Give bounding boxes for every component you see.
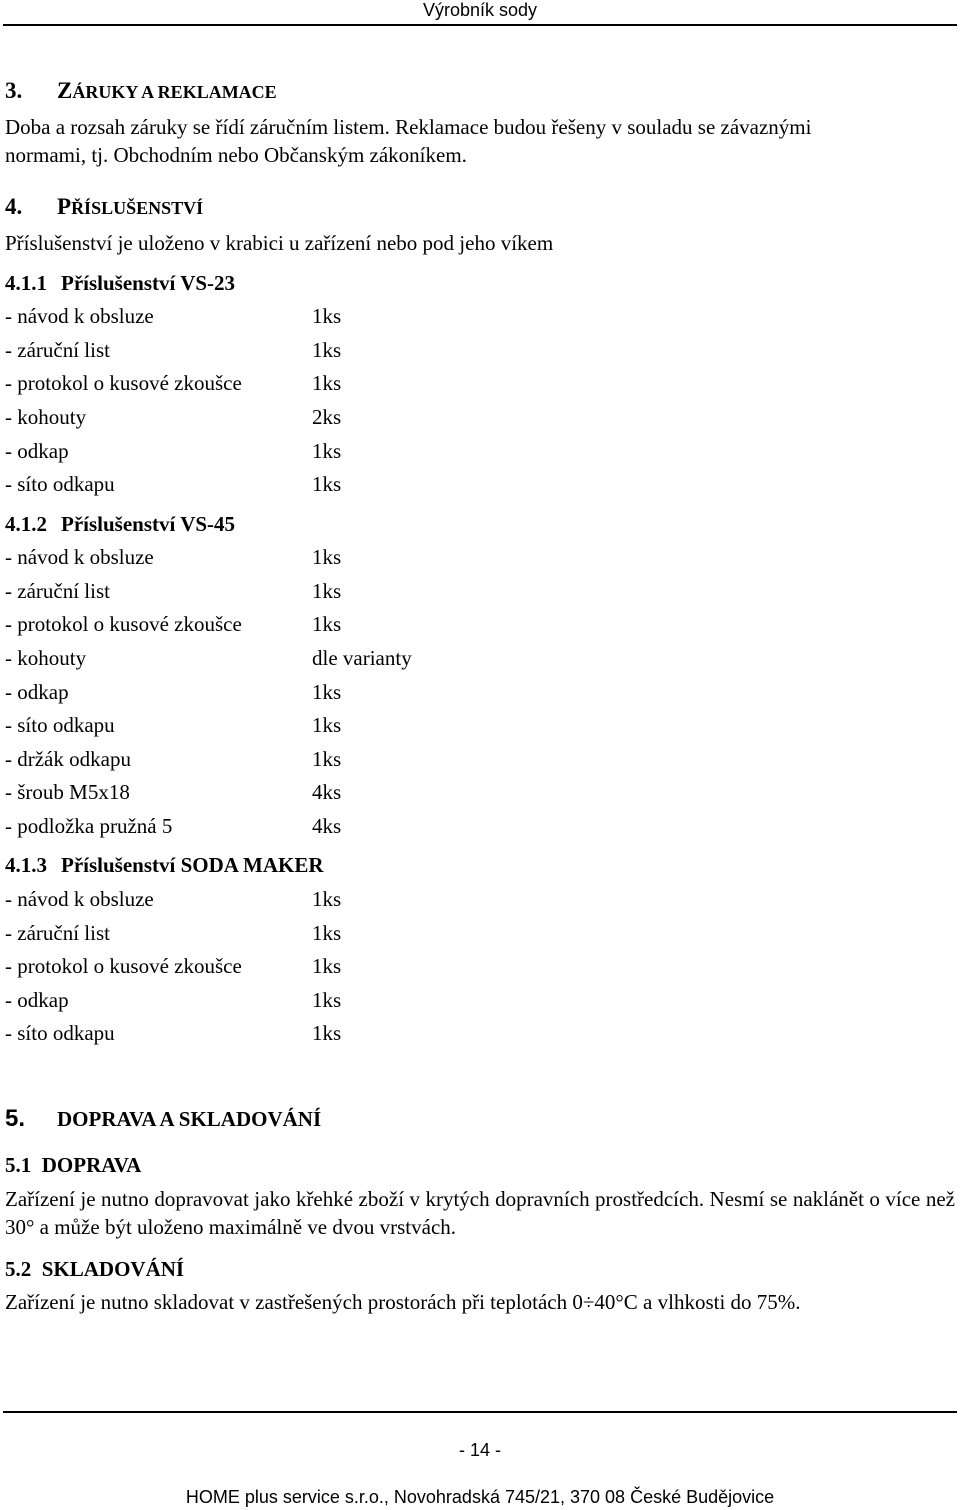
subsection-number: 4.1.3	[5, 853, 47, 877]
list-item: - podložka pružná 5 4ks	[5, 814, 342, 838]
page-header: Výrobník sody	[422, 0, 538, 20]
list-item: - kohouty 2ks	[5, 405, 342, 429]
section-number: 5.	[5, 1105, 26, 1132]
list-item: - odkap 1ks	[5, 680, 342, 704]
warranty-text-line-2: normami, tj. Obchodním nebo Občanským zákoníkem.	[5, 143, 467, 167]
list-item: - síto odkapu 1ks	[5, 472, 342, 496]
subsection-title: Příslušenství SODA MAKER	[61, 853, 324, 877]
accessories-intro: Příslušenství je uloženo v krabici u zařízení nebo pod jeho víkem	[5, 231, 554, 255]
subsection-title: Příslušenství VS-23	[61, 271, 236, 295]
section-5-heading	[5, 1105, 321, 1133]
list-item: - záruční list 1ks	[5, 338, 342, 362]
list-item: - návod k obsluze 1ks	[5, 304, 342, 328]
subsection-title: Příslušenství VS-45	[61, 512, 236, 536]
subsection-5-1-heading: 5.1 DOPRAVA	[5, 1153, 142, 1177]
warranty-text-line-1: Doba a rozsah záruky se řídí záručním listem. Reklamace budou řešeny v souladu se závaznými	[5, 115, 812, 139]
list-item: - návod k obsluze 1ks	[5, 887, 342, 911]
list-item: - návod k obsluze 1ks	[5, 545, 342, 569]
heading-initial: Z	[57, 78, 73, 103]
list-item: - odkap 1ks	[5, 988, 342, 1012]
section-4-heading	[5, 194, 203, 220]
subsection-4-1-3-heading	[5, 853, 324, 878]
company-footer: HOME plus service s.r.o., Novohradská 745/21, 370 08 České Budějovice	[185, 1487, 775, 1507]
section-title: DOPRAVA A SKLADOVÁNÍ	[57, 1107, 322, 1131]
heading-rest: ÁRUKY A REKLAMACE	[72, 82, 277, 102]
list-item: - protokol o kusové zkoušce 1ks	[5, 371, 342, 395]
list-item: - protokol o kusové zkoušce 1ks	[5, 612, 342, 636]
subsection-number: 4.1.1	[5, 271, 47, 295]
list-item: - síto odkapu 1ks	[5, 713, 342, 737]
list-item: - šroub M5x18 4ks	[5, 780, 342, 804]
list-item: - síto odkapu 1ks	[5, 1021, 342, 1045]
subsection-5-2-heading: 5.2 SKLADOVÁNÍ	[5, 1257, 185, 1281]
transport-text: Zařízení je nutno dopravovat jako křehké zboží v krytých dopravních prostředcích. Nesmí se naklánět o více než 30° a může být uloženo maximálně ve dvou vrstvách.	[5, 1187, 955, 1239]
list-item: - protokol o kusové zkoušce 1ks	[5, 954, 342, 978]
section-number: 3.	[5, 78, 23, 103]
subsection-4-1-1-heading	[5, 271, 235, 296]
heading-rest: ŘÍSLUŠENSTVÍ	[71, 198, 204, 218]
list-item: - záruční list 1ks	[5, 921, 342, 945]
footer-rule	[3, 1411, 957, 1413]
page-number: - 14 -	[458, 1440, 501, 1460]
list-item: - záruční list 1ks	[5, 579, 342, 603]
section-3-heading	[5, 78, 277, 104]
subsection-number: 4.1.2	[5, 512, 47, 536]
storage-text: Zařízení je nutno skladovat v zastřešených prostorách při teplotách 0÷40°C a vlhkosti do 75%.	[5, 1290, 801, 1314]
list-item: - kohouty dle varianty	[5, 646, 412, 670]
section-number: 4.	[5, 194, 23, 219]
list-item: - odkap 1ks	[5, 439, 342, 463]
header-rule	[3, 24, 957, 26]
subsection-4-1-2-heading	[5, 512, 235, 537]
heading-initial: P	[57, 194, 72, 219]
list-item: - držák odkapu 1ks	[5, 747, 342, 771]
